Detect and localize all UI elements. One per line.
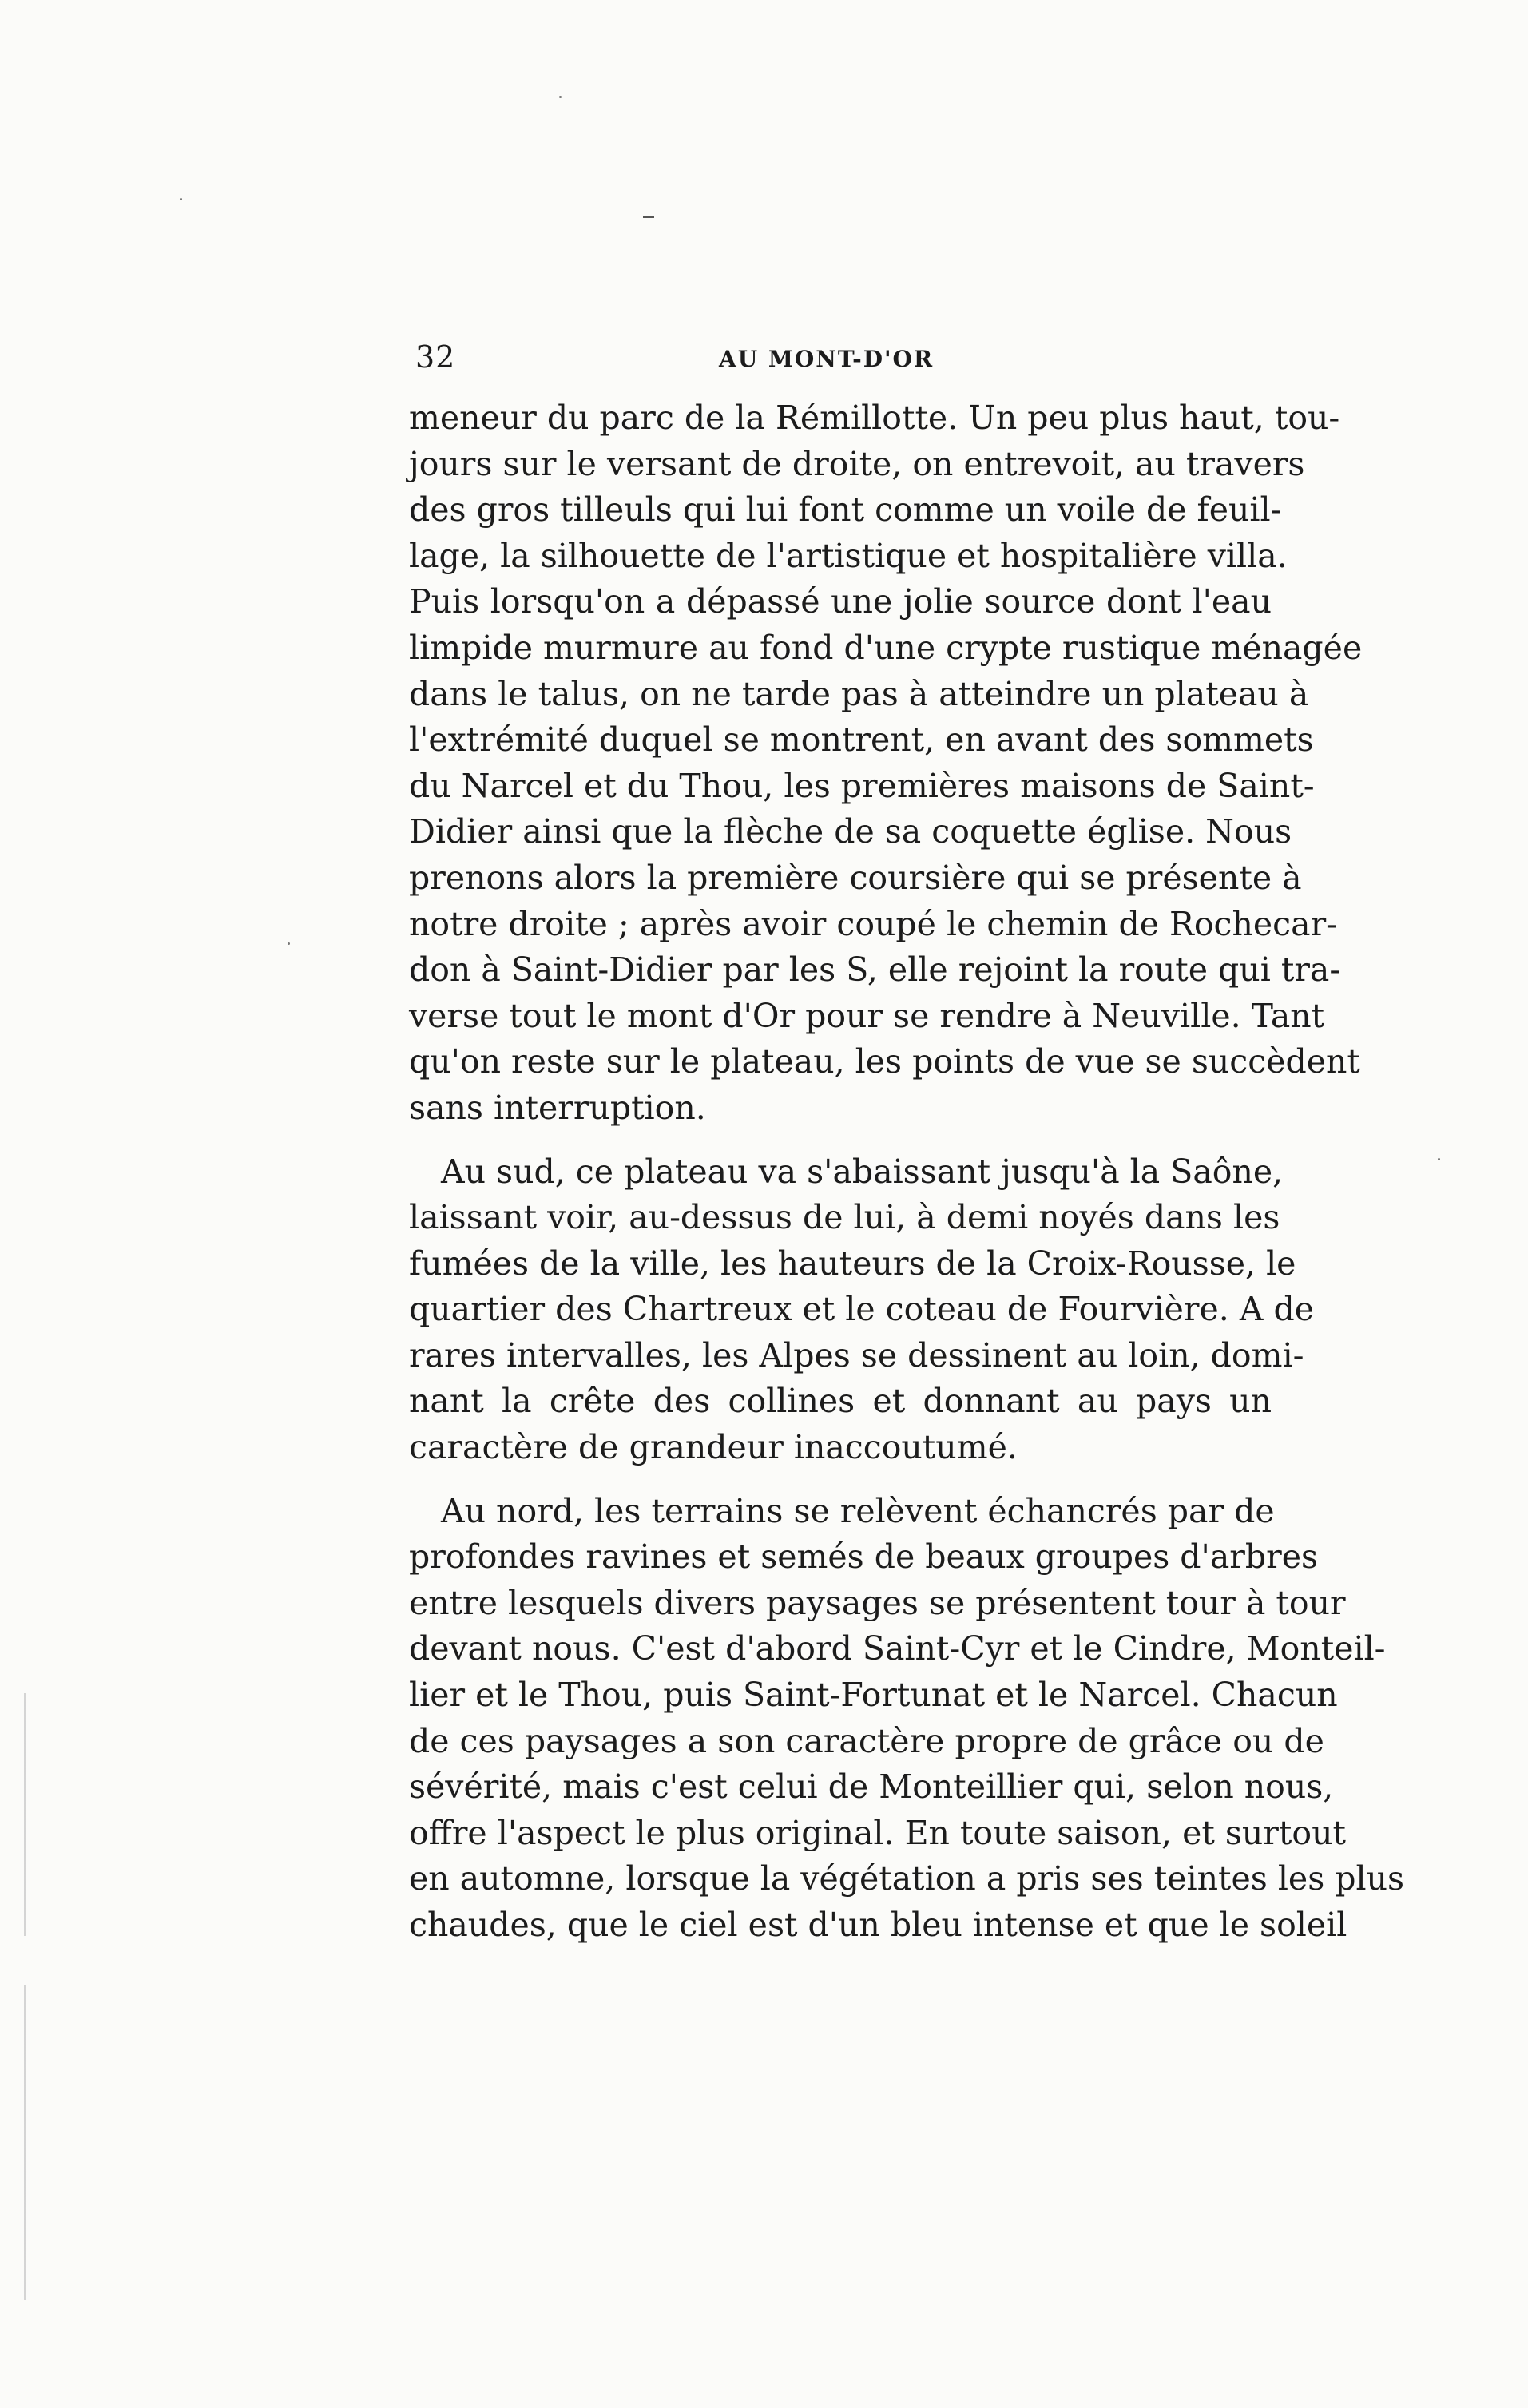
paper-speck (559, 96, 562, 98)
text-line: en automne, lorsque la végétation a pris ses teintes les plus (409, 1859, 1405, 1898)
text-line: qu'on reste sur le plateau, les points de vue se succèdent (409, 1042, 1360, 1081)
text-line: limpide murmure au fond d'une crypte rustique ménagée (409, 628, 1363, 667)
text-line: offre l'aspect le plus original. En toute saison, et surtout (409, 1813, 1346, 1852)
paper-speck (1438, 1158, 1440, 1160)
paragraph-1 (409, 395, 1363, 1132)
text-line: quartier des Chartreux et le coteau de Fourvière. A de (409, 1290, 1314, 1329)
text-line: fumées de la ville, les hauteurs de la Croix-Rousse, le (409, 1244, 1296, 1283)
text-line: don à Saint-Didier par les S, elle rejoint la route qui tra- (409, 950, 1341, 990)
text-line: dans le talus, on ne tarde pas à atteindre un plateau à (409, 674, 1309, 713)
text-line: des gros tilleuls qui lui font comme un voile de feuil- (409, 490, 1282, 530)
text-line: Au sud, ce plateau va s'abaissant jusqu'à la Saône, (441, 1152, 1284, 1191)
text-line: meneur du parc de la Rémillotte. Un peu plus haut, tou- (409, 399, 1340, 437)
text-line: lage, la silhouette de l'artistique et hospitalière villa. (409, 536, 1288, 575)
text-line: chaudes, que le ciel est d'un bleu intense et que le soleil (409, 1906, 1347, 1944)
paragraph-2 (409, 1149, 1314, 1471)
page-number: 32 (415, 339, 456, 375)
paragraph-3 (409, 1489, 1405, 1949)
text-line: caractère de grandeur inaccoutumé. (409, 1428, 1018, 1467)
running-title: AU MONT-D'OR (719, 346, 935, 372)
text-line: rares intervalles, les Alpes se dessinent au loin, domi- (409, 1335, 1304, 1375)
scan-gutter-shadow (24, 1693, 26, 2300)
text-line: l'extrémité duquel se montrent, en avant des sommets (409, 720, 1314, 760)
text-line: Puis lorsqu'on a dépassé une jolie source dont l'eau (409, 582, 1272, 621)
text-line: profondes ravines et semés de beaux groupes d'arbres (409, 1537, 1319, 1577)
margin-mark (643, 216, 654, 218)
text-line: sévérité, mais c'est celui de Monteillier qui, selon nous, (409, 1767, 1334, 1807)
text-line: jours sur le versant de droite, on entrevoit, au travers (409, 444, 1305, 483)
text-line: Au nord, les terrains se relèvent échancrés par de (441, 1491, 1275, 1530)
text-line: prenons alors la première coursière qui se présente à (409, 858, 1302, 897)
paper-speck (288, 942, 290, 945)
text-line: verse tout le mont d'Or pour se rendre à Neuville. Tant (409, 996, 1325, 1035)
text-line: sans interruption. (409, 1088, 706, 1127)
text-line: du Narcel et du Thou, les premières maisons de Saint- (409, 766, 1315, 805)
paper-speck (180, 198, 182, 200)
text-line: nant la crête des collines et donnant au pays un (409, 1382, 1272, 1421)
text-line: entre lesquels divers paysages se présentent tour à tour (409, 1583, 1346, 1622)
text-line: devant nous. C'est d'abord Saint-Cyr et le Cindre, Monteil- (409, 1629, 1386, 1668)
text-line: lier et le Thou, puis Saint-Fortunat et le Narcel. Chacun (409, 1676, 1338, 1715)
text-line: laissant voir, au-dessus de lui, à demi noyés dans les (409, 1198, 1280, 1237)
text-line: notre droite ; après avoir coupé le chemin de Rochecar- (409, 904, 1338, 943)
body-text (409, 395, 1405, 1949)
page-header (415, 339, 1270, 387)
text-line: de ces paysages a son caractère propre de grâce ou de (409, 1721, 1324, 1760)
text-line: Didier ainsi que la flèche de sa coquette église. Nous (409, 812, 1292, 851)
